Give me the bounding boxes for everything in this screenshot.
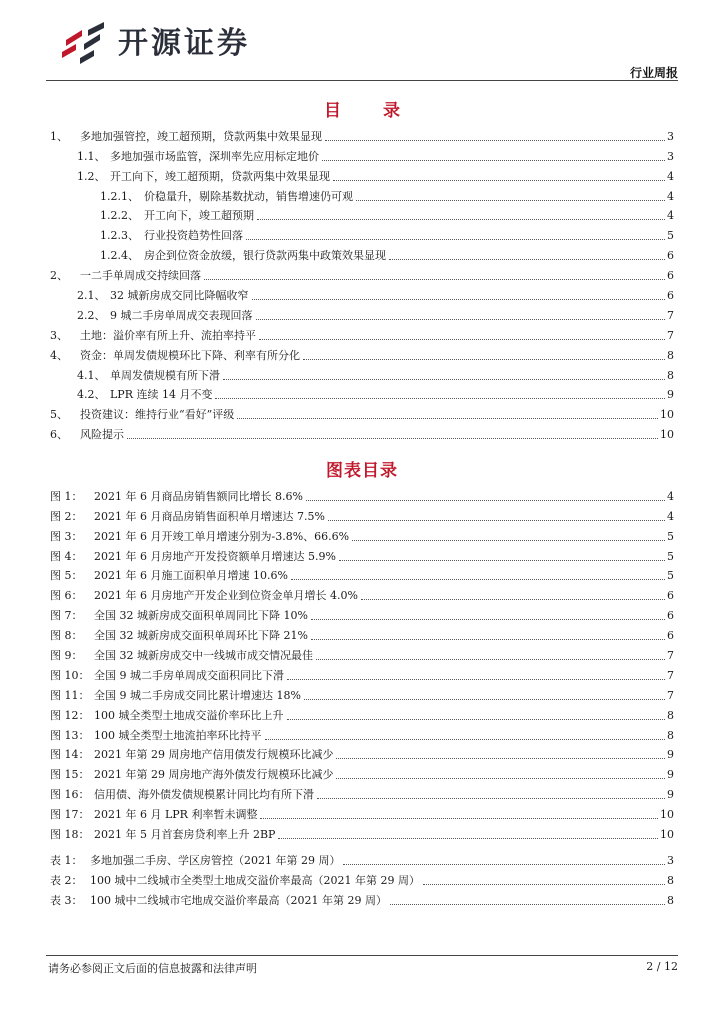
entry-number: 图 18： [50,828,90,842]
dot-leader [260,818,658,819]
dot-leader [304,699,665,700]
page-number: 2 / 12 [646,960,678,973]
entry-page-number: 7 [667,328,674,342]
header-divider [46,80,678,81]
page-header [0,0,724,84]
entry-page-number: 4 [667,209,674,223]
entry-number: 1、 [50,129,68,143]
dot-leader [306,500,665,501]
entry-title: 2021 年 6 月 LPR 利率暂未调整 [94,808,258,822]
dot-leader [333,180,665,181]
entry-title: 100 城全类型土地成交溢价率环比上升 [94,708,284,722]
entry-page-number: 5 [667,569,674,583]
dot-leader [361,599,665,600]
footer-divider [46,955,678,956]
entry-number: 表 2： [50,873,83,887]
entry-title: 多地加强二手房、学区房管控（2021 年第 29 周） [90,853,341,867]
entry-title: 开工向下，竣工超预期 [144,209,254,223]
entry-page-number: 6 [667,609,674,623]
entry-title: 2021 年第 29 周房地产海外债发行规模环比减少 [94,768,334,782]
index-entry[interactable] [50,124,674,144]
entry-number: 2、 [50,269,68,283]
index-entry[interactable] [50,144,674,164]
entry-number: 图 13： [50,728,90,742]
entry-number: 1.2、 [77,169,106,183]
entry-page-number: 7 [667,688,674,702]
entry-title: 全国 32 城新房成交面积单周环比下降 21% [94,629,308,643]
entry-title: 全国 32 城新房成交面积单周同比下降 10% [94,609,308,623]
dot-leader [127,438,658,439]
entry-number: 图 2： [50,509,83,523]
entry-page-number: 8 [667,873,674,887]
entry-page-number: 5 [667,229,674,243]
dot-leader [278,838,658,839]
index-entry[interactable] [50,743,674,763]
dot-leader [322,160,665,161]
dot-leader [356,200,665,201]
entry-title: 2021 年 6 月施工面积单月增速 10.6% [94,569,288,583]
index-entry[interactable] [50,683,674,703]
report-type-label: 行业周报 [629,66,678,80]
brand-name: 开源证券 [118,26,250,61]
entry-title: 2021 年 5 月首套房贷利率上升 2BP [94,828,276,842]
entry-title: 全国 9 城二手房成交同比累计增速达 18% [94,688,301,702]
entry-page-number: 9 [667,388,674,402]
index-entry[interactable] [50,782,674,802]
dot-leader [287,679,665,680]
entry-number: 表 3： [50,893,83,907]
entry-page-number: 7 [667,308,674,322]
entry-title: 100 城全类型土地流拍率环比持平 [94,728,262,742]
entry-page-number: 5 [667,529,674,543]
entry-number: 图 6： [50,589,83,603]
entry-title: 多地加强市场监管，深圳率先应用标定地价 [110,149,319,163]
index-entry[interactable] [50,363,674,383]
entry-number: 1.2.3、 [100,229,139,243]
index-entry[interactable] [50,762,674,782]
entry-title: 行业投资趋势性回落 [144,229,243,243]
entry-number: 1.2.4、 [100,249,139,263]
entry-title: 信用债、海外债发债规模累计同比均有所下滑 [94,788,314,802]
dot-leader [237,418,658,419]
entry-number: 图 8： [50,629,83,643]
entry-title: 投资建议：维持行业“看好”评级 [80,408,235,422]
dot-leader [325,140,665,141]
index-entry[interactable] [50,243,674,263]
entry-title: 资金：单周发债规模环比下降、利率有所分化 [80,348,300,362]
entry-number: 2.2、 [77,308,106,322]
entry-number: 图 14： [50,748,90,762]
entry-number: 3、 [50,328,68,342]
entry-title: 2021 年第 29 周房地产信用债发行规模环比减少 [94,748,334,762]
entry-number: 图 15： [50,768,90,782]
entry-page-number: 8 [667,708,674,722]
dot-leader [390,904,665,905]
index-entry[interactable] [50,583,674,603]
entry-page-number: 4 [667,509,674,523]
entry-title: 多地加强管控，竣工超预期，贷款两集中效果显现 [80,129,322,143]
dot-leader [317,798,665,799]
dot-leader [316,659,665,660]
dot-leader [352,540,665,541]
entry-number: 图 10： [50,668,90,682]
index-entry[interactable] [50,643,674,663]
index-entry[interactable] [50,283,674,303]
dot-leader [257,219,665,220]
entry-title: 全国 32 城新房成交中一线城市成交情况最佳 [94,649,313,663]
dot-leader [311,619,665,620]
entry-title: 2021 年 6 月开竣工单月增速分别为-3.8%、66.6% [94,529,350,543]
entry-page-number: 3 [667,149,674,163]
entry-title: 2021 年 6 月房地产开发投资额单月增速达 5.9% [94,549,336,563]
index-entry[interactable] [50,343,674,363]
entry-page-number: 10 [660,408,674,422]
entry-title: 全国 9 城二手房单周成交面积同比下滑 [94,668,284,682]
entry-number: 图 17： [50,808,90,822]
entry-title: 土地：溢价率有所上升、流拍率持平 [80,328,256,342]
entry-number: 2.1、 [77,289,106,303]
entry-number: 图 16： [50,788,90,802]
entry-number: 图 5： [50,569,83,583]
entry-page-number: 9 [667,768,674,782]
entry-page-number: 7 [667,668,674,682]
index-entry[interactable] [50,422,674,442]
entry-title: 一二手单周成交持续回落 [80,269,201,283]
entry-title: 房企到位资金放缓，银行贷款两集中政策效果显现 [144,249,386,263]
entry-number: 6、 [50,428,68,442]
dot-leader [339,560,665,561]
dot-leader [311,639,665,640]
entry-page-number: 7 [667,649,674,663]
dot-leader [256,319,666,320]
index-entry[interactable] [50,383,674,403]
entry-page-number: 6 [667,249,674,263]
entry-page-number: 4 [667,489,674,503]
entry-page-number: 8 [667,893,674,907]
entry-number: 图 9： [50,649,83,663]
entry-title: 100 城中二线城市宅地成交溢价率最高（2021 年第 29 周） [90,893,387,907]
entry-number: 图 7： [50,609,83,623]
entry-number: 1.2.2、 [100,209,139,223]
index-entry[interactable] [50,263,674,283]
index-entry[interactable] [50,868,674,888]
entry-page-number: 4 [667,169,674,183]
entry-title: 开工向下，竣工超预期，贷款两集中效果显现 [110,169,330,183]
index-entry[interactable] [50,524,674,544]
entry-title: 9 城二手房单周成交表现回落 [110,308,253,322]
entry-title: 风险提示 [80,428,124,442]
entry-title: 单周发债规模有所下滑 [110,368,220,382]
dot-leader [389,259,665,260]
index-entry[interactable] [50,723,674,743]
dot-leader [259,339,665,340]
dot-leader [223,379,665,380]
entry-page-number: 6 [667,269,674,283]
entry-page-number: 6 [667,289,674,303]
toc-title: 目 录 [324,101,418,121]
dot-leader [246,239,665,240]
dot-leader [343,864,665,865]
dot-leader [423,884,665,885]
entry-title: 价稳量升，剔除基数扰动，销售增速仍可观 [144,189,353,203]
index-entry[interactable] [50,323,674,343]
entry-number: 图 12： [50,708,90,722]
index-entry[interactable] [50,484,674,504]
dot-leader [303,359,665,360]
entry-page-number: 9 [667,788,674,802]
dot-leader [336,758,665,759]
entry-number: 1.1、 [77,149,106,163]
index-entry[interactable] [50,204,674,224]
index-entry[interactable] [50,703,674,723]
entry-number: 图 1： [50,489,83,503]
entry-number: 4.1、 [77,368,106,382]
entry-number: 5、 [50,408,68,422]
dot-leader [336,778,665,779]
entry-title: 2021 年 6 月房地产开发企业到位资金单月增长 4.0% [94,589,358,603]
footer-disclaimer: 请务必参阅正文后面的信息披露和法律声明 [48,962,257,975]
index-entry[interactable] [50,184,674,204]
toc-list [50,124,674,442]
entry-page-number: 8 [667,368,674,382]
entry-page-number: 6 [667,589,674,603]
dot-leader [204,279,665,280]
index-entry[interactable] [50,504,674,524]
entry-page-number: 8 [667,728,674,742]
entry-page-number: 3 [667,129,674,143]
index-entry[interactable] [50,223,674,243]
entry-number: 图 3： [50,529,83,543]
entry-page-number: 4 [667,189,674,203]
entry-page-number: 6 [667,629,674,643]
index-entry[interactable] [50,888,674,908]
entry-page-number: 5 [667,549,674,563]
index-entry[interactable] [50,848,674,868]
figure-index-list [50,484,674,842]
entry-page-number: 3 [667,853,674,867]
dot-leader [291,579,665,580]
entry-number: 4.2、 [77,388,106,402]
index-entry[interactable] [50,822,674,842]
entry-number: 1.2.1、 [100,189,139,203]
dot-leader [252,299,666,300]
entry-page-number: 10 [660,828,674,842]
entry-page-number: 10 [660,428,674,442]
figure-index-title: 图表目录 [326,461,398,481]
dot-leader [215,398,665,399]
index-entry[interactable] [50,802,674,822]
entry-number: 4、 [50,348,68,362]
entry-title: 32 城新房成交同比降幅收窄 [110,289,249,303]
index-entry[interactable] [50,663,674,683]
entry-title: 2021 年 6 月商品房销售额同比增长 8.6% [94,489,303,503]
entry-number: 图 4： [50,549,83,563]
entry-title: 2021 年 6 月商品房销售面积单月增速达 7.5% [94,509,325,523]
entry-title: 100 城中二线城市全类型土地成交溢价率最高（2021 年第 29 周） [90,873,420,887]
index-entry[interactable] [50,603,674,623]
index-entry[interactable] [50,303,674,323]
dot-leader [287,719,666,720]
index-entry[interactable] [50,164,674,184]
entry-number: 图 11： [50,688,90,702]
entry-title: LPR 连续 14 月不变 [110,388,213,402]
index-entry[interactable] [50,564,674,584]
index-entry[interactable] [50,402,674,422]
index-entry[interactable] [50,544,674,564]
entry-page-number: 8 [667,348,674,362]
dot-leader [328,520,665,521]
dot-leader [265,739,666,740]
entry-number: 表 1： [50,853,83,867]
entry-page-number: 10 [660,808,674,822]
table-index-list [50,848,674,908]
entry-page-number: 9 [667,748,674,762]
index-entry[interactable] [50,623,674,643]
